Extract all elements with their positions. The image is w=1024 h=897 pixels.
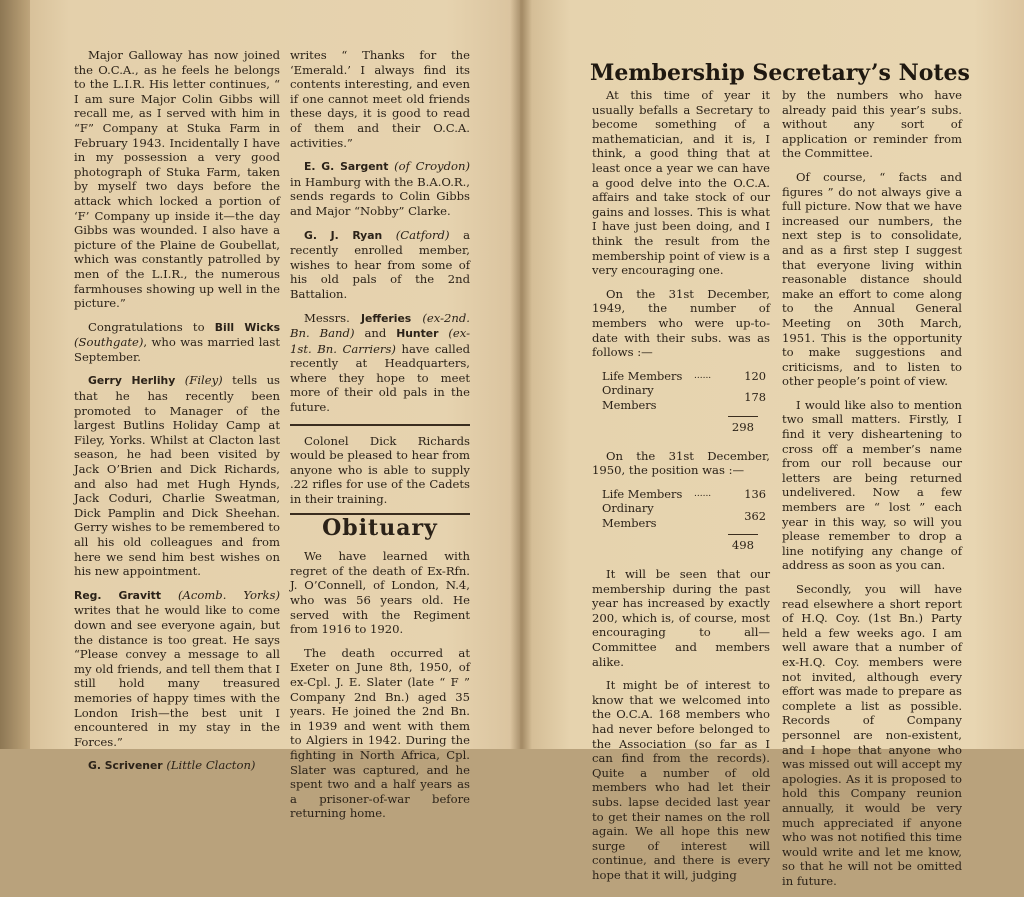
person-location: (Acomb. Yorks) [177,587,280,602]
right-column-2 [782,88,962,897]
stats-1950-intro: On the 31st December, 1950, the position was :— [592,448,770,478]
table-row: Ordinary Members 362 [602,501,766,530]
binding-gutter [510,0,532,749]
left-column-1 [74,48,280,783]
stats-1949-total: 298 [592,416,770,435]
agm-paragraph: Of course, “ facts and figures ” do not always give a full picture. Now that we have increased our numbers, the next step is to consolidate, and as a first step I suggest that everyone living within reasonable distance should make an effort to come along to the Annual General Meeting on 30th March, 1951. This is the opportunity to make suggestions and criticisms, and to listen to other people’s point of view. [782,169,962,389]
cadets-notice: Colonel Dick Richards would be pleased to hear from anyone who is able to supply .22 rifles for use of the Cadets in their training. [290,433,470,507]
obituary-slater: The death occurred at Exeter on June 8th, 1950, of ex-Cpl. J. E. Slater (late “ F ” Company 2nd Bn.) aged 35 years. He joined the 2nd Bn. in 1939 and went with them to Algiers in 1942. During the fighting in North Africa, Cpl. Slater was captured, and he spent two and a half years as a prisoner-of-war before returning home. [290,645,470,821]
new-members-paragraph: It might be of interest to know that we welcomed into the O.C.A. 168 members who had never before belonged to the Association (so far as I can find from the records). Quite a number of old members who had let their subs. lapse decided last year to get their names on the roll again. We all hope this new surge of interest will continue, and there is every hope that it will, judging [592,678,770,882]
left-column-2 [290,48,470,830]
person-location: (Filey) [184,373,223,388]
right-column-1 [592,88,770,892]
scrivener-continued: writes “ Thanks for the ‘Emerald.’ I always find its contents interesting, and even if one cannot meet old friends these days, it is good to read of them and their O.C.A. activities.” [290,48,470,150]
person-name: Hunter [396,327,439,341]
gravitt-paragraph: Reg. Gravitt (Acomb. Yorks) writes that he would like to come down and see everyone again, but the distance is too great. He says “Please convey a message to all my old friends, and tell them that I still hold many treasured memories of happy times with the London Irish—the best unit I encountered in my stay in the Forces.” [74,587,280,749]
person-name: Jefferies [361,311,412,325]
jefferies-hunter-paragraph: Messrs. Jefferies (ex-2nd. Bn. Band) and Hunter (ex- 1st. Bn. Carriers) have called recently at Headquarters, where they hope to meet more of their old pals in the future. [290,310,471,415]
table-row: Life Members ...... 120 [602,368,766,383]
wicks-paragraph: Congratulations to Bill Wicks (Southgate), who was married last September. [74,319,280,364]
lost-members-paragraph: I would like also to mention two small matters. Firstly, I find it very disheartening to cross off a member’s name from our roll because our letters are being returned undelivered. Now a few members are “ lost ” each year in this way, so will you please remember to drop a line notifying any change of address as soon as you can. [782,397,962,573]
notice-box [290,424,470,515]
page-title: Membership Secretary’s Notes [590,60,970,86]
sargent-paragraph: E. G. Sargent (of Croydon) in Hamburg with the B.A.O.R., sends regards to Colin Gibbs and Major “Nobby” Clarke. [290,159,470,218]
herlihy-paragraph: Gerry Herlihy (Filey) tells us that he has recently been promoted to Manager of the largest Butlins Holiday Camp at Filey, Yorks. Whilst at Clacton last season, he had been visited by Jack O’Brien and Dick Richards, and also had met Hugh Hynds, Jack Coduri, Charlie Sweatman, Dick Pamplin and Dick Sheehan. Gerry wishes to be remembered to all his old colleagues and from here we send him best wishes on his new appointment. [74,373,280,579]
table-row: Life Members ...... 136 [602,486,766,501]
hq-coy-paragraph: Secondly, you will have read elsewhere a short report of H.Q. Coy. (1st Bn.) Party held a few weeks ago. I am well aware that a number of ex-H.Q. Coy. members were not invited, although every effort was made to prepare as complete a list as possible. Records of Company personnel are non-existent, and I hope that anyone who was missed out will accept my apologies. As it is proposed to hold this Company reunion annually, it would be very much appreciated if anyone who was not notified this time would write and let me know, so that he will not be omitted in future. [782,582,962,888]
person-location: (of Croydon) [394,159,470,174]
person-name: Reg. Gravitt [74,588,161,602]
person-location: (ex-2nd. Bn. Band) [290,310,470,341]
person-name: Gerry Herlihy [88,374,176,388]
person-location: (Southgate) [74,335,144,350]
person-location: (Little Clacton) [166,758,256,773]
stats-1950-table [602,487,770,531]
obituary-oconnell: We have learned with regret of the death of Ex-Rfn. J. O’Connell, of London, N.4, who was 56 years old. He served with the Regiment from 1916 to 1920. [290,549,470,637]
intro-paragraph: At this time of year it usually befalls a Secretary to become something of a mathematician, and it is, I think, a good thing that at least once a year we can have a good delve into the O.C.A. affairs and take stock of our gains and losses. This is what I have just been doing, and I think the result from the membership point of view is a very encouraging one. [592,88,770,278]
scrivener-line [74,758,280,774]
stats-1949-table [602,369,770,413]
person-name: Bill Wicks [214,320,280,334]
ryan-paragraph: G. J. Ryan (Catford) a recently enrolled member, wishes to hear from some of his old pals of the 2nd Battalion. [290,227,470,301]
subs-continued: by the numbers who have already paid this year’s subs. without any sort of application or reminder from the Committee. [782,88,962,161]
galloway-paragraph: Major Galloway has now joined the O.C.A., as he feels he belongs to the L.I.R. His letter continues, “ I am sure Major Colin Gibbs will recall me, as I served with him in “F” Company at Stuka Farm in February 1943. Incidentally I have in my possession a very good photograph of Stuka Farm, taken by myself two days before the attack which locked a portion of ‘F’ Company up inside it—the day Gibbs was wounded. I also have a picture of the Plaine de Goubellat, which was constantly patrolled by men of the L.I.R., the numerous farmhouses showing up well in the picture.” [74,48,280,311]
stats-1950-total: 498 [592,534,770,553]
table-row: Ordinary Members 178 [602,383,766,412]
stats-1949-intro: On the 31st December, 1949, the number of members who were up-to-date with their subs. was as follows :— [592,286,770,360]
person-name: G. Scrivener [88,759,163,773]
person-location: (ex- 1st. Bn. Carriers) [290,326,471,356]
increase-paragraph: It will be seen that our membership during the past year has increased by exactly 200, which is, of course, most encouraging to all—Committee and members alike. [592,567,770,669]
obituary-heading: Obituary [322,514,438,541]
person-location: (Catford) [395,227,450,242]
person-name: E. G. Sargent [304,160,389,174]
person-name: G. J. Ryan [304,228,383,242]
